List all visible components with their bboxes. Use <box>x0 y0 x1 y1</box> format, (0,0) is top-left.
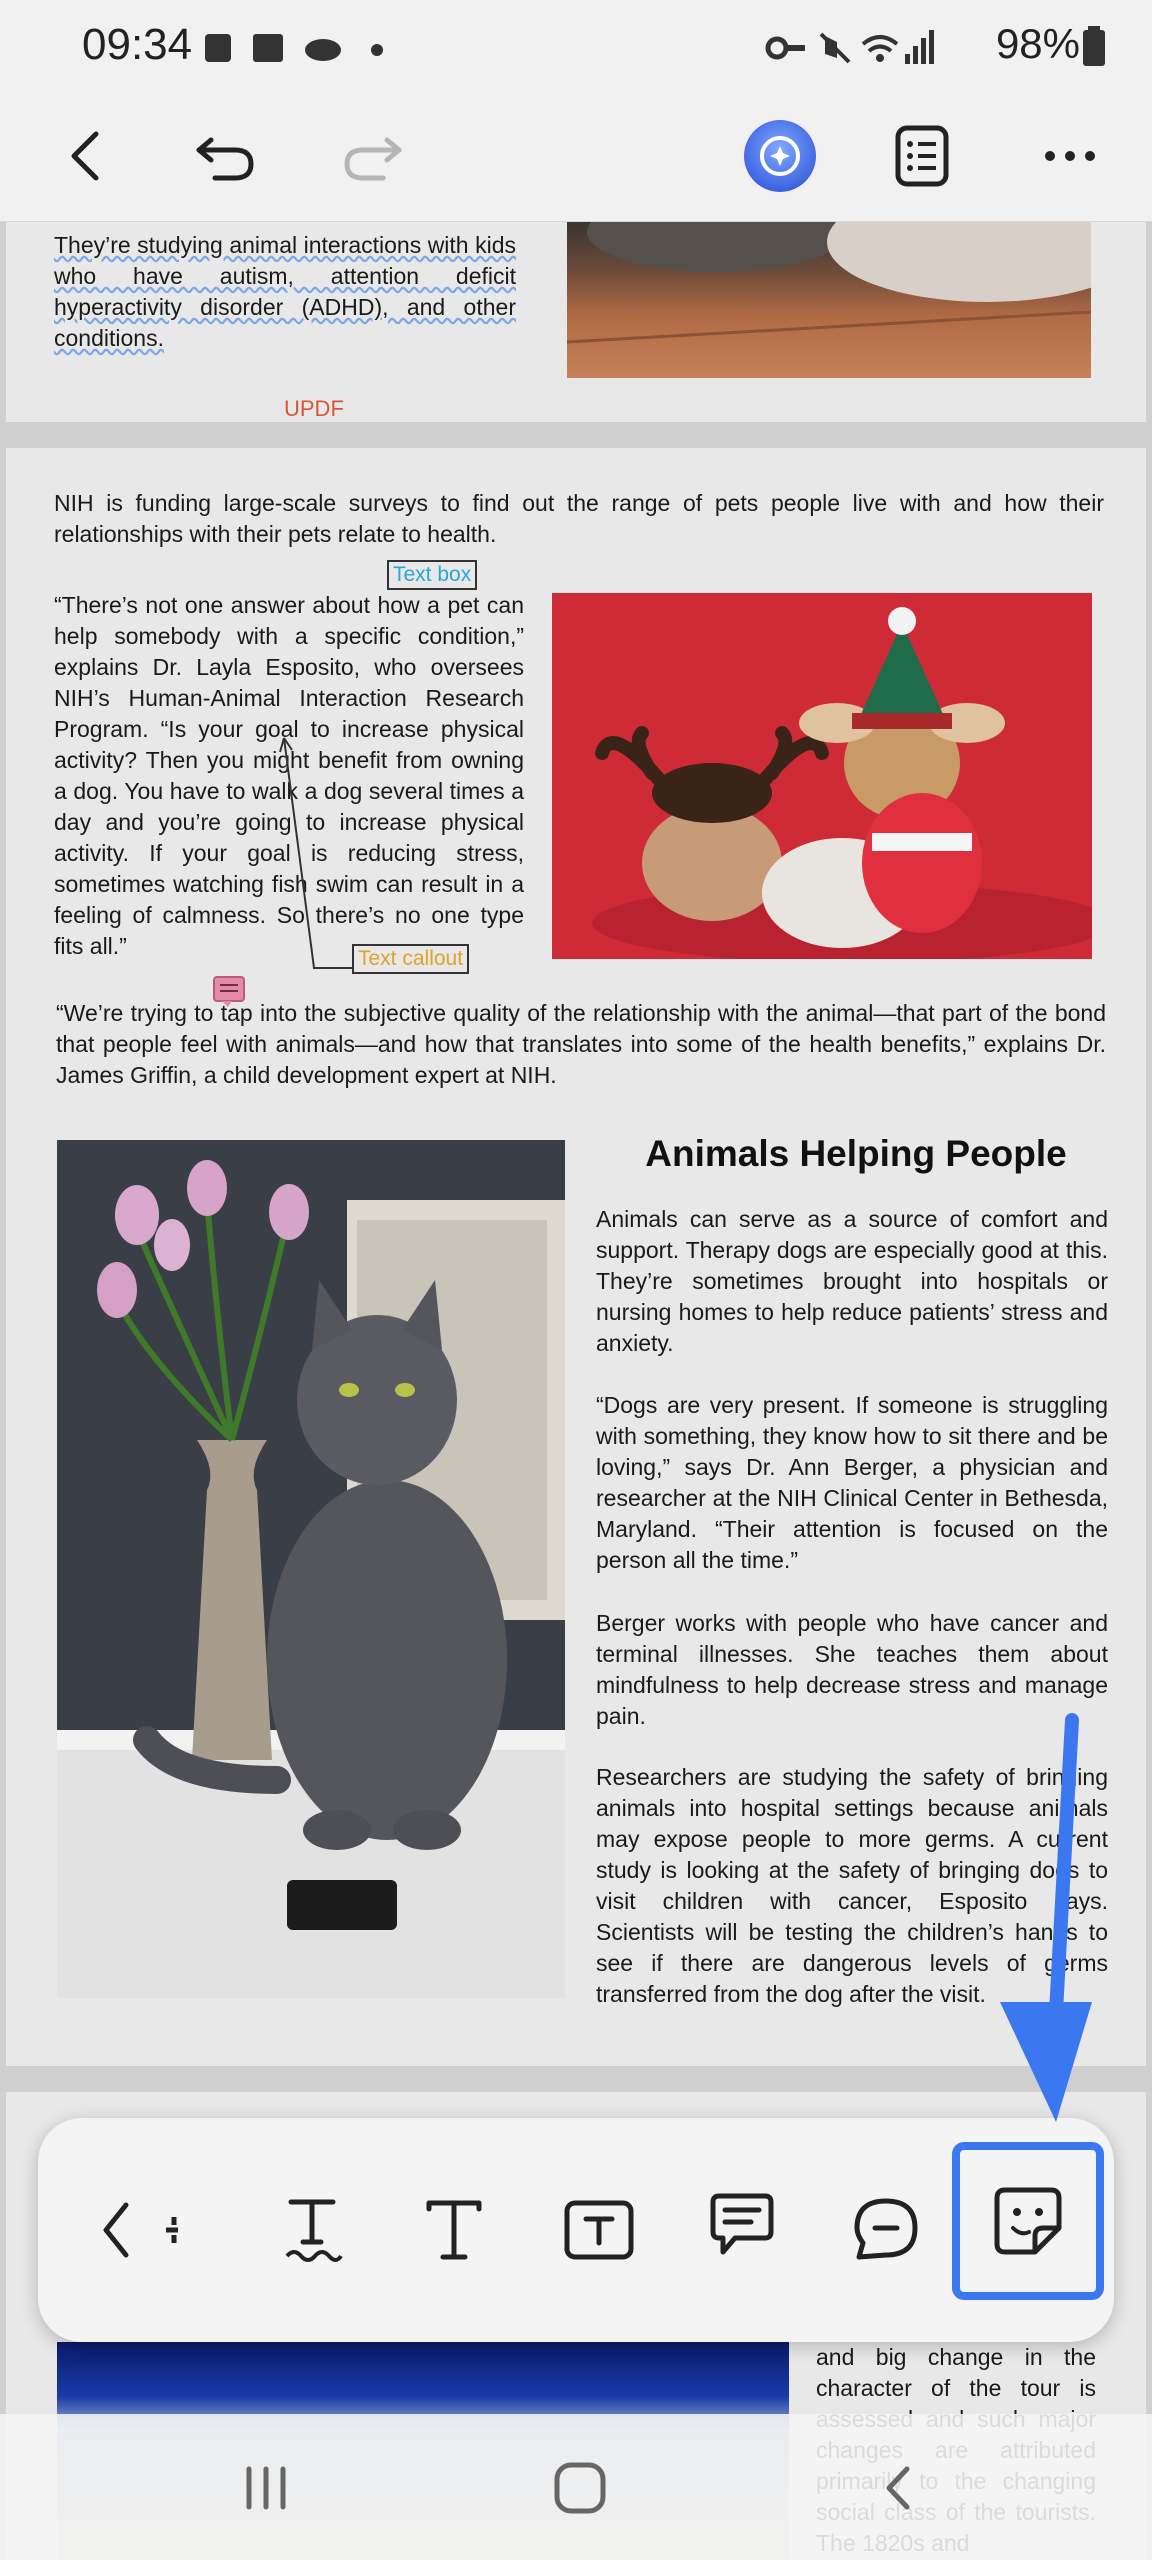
underline-wavy-tool[interactable] <box>256 2170 368 2290</box>
page1-paragraph[interactable]: They’re studying animal interactions with kids who have autism, attention deficit hyperactivity disorder (ADHD), and other conditions. <box>54 232 516 351</box>
berger-work-paragraph[interactable]: Berger works with people who have cancer and terminal illnesses. She teaches them about mindfulness to help decrease stress and manage pain. <box>596 1610 1108 1729</box>
comment-icon <box>849 2195 923 2265</box>
undo-button[interactable] <box>176 106 276 206</box>
annotation-toolbar <box>38 2118 1114 2342</box>
page3-paragraph[interactable]: and big change in the character of the tour is <box>816 2344 1096 2401</box>
text-icon <box>419 2195 489 2265</box>
battery-icon <box>1082 26 1106 66</box>
dogs-costume-photo <box>552 593 1092 959</box>
back-icon <box>56 126 116 186</box>
more-icon <box>1040 146 1100 166</box>
cat-on-floor-photo <box>567 222 1091 378</box>
nav-back-button[interactable] <box>860 2448 940 2528</box>
collapse-toolbar-button[interactable] <box>88 2170 198 2290</box>
battery-percent: 98% <box>995 20 1080 67</box>
pdf-page-2 <box>6 448 1146 2066</box>
top-toolbar <box>0 96 1152 222</box>
text-callout-annotation[interactable]: Text callout <box>352 944 469 974</box>
status-notification-icons <box>205 30 385 70</box>
home-icon <box>552 2460 608 2516</box>
textbox-icon <box>562 2195 636 2265</box>
recent-apps-button[interactable] <box>226 2448 306 2528</box>
griffin-paragraph[interactable]: “We’re trying to tap into the subjective quality of the relationship with the animal—that part of the bond that people feel with animals—and how that translates into some of the health benefits,” explains Dr. James Griffin, a child development expert at NIH. <box>56 1000 1106 1088</box>
callout-tool[interactable] <box>686 2170 798 2290</box>
sticker-icon <box>991 2184 1065 2258</box>
recent-apps-icon <box>241 2463 291 2513</box>
intro-paragraph[interactable]: NIH is funding large-scale surveys to find out the range of pets people live with and how their relationships with their pets relate to health. <box>54 490 1104 547</box>
back-button[interactable] <box>36 106 136 206</box>
tutorial-arrow-icon <box>990 1712 1100 2132</box>
collapse-icon <box>98 2195 188 2265</box>
pdf-page-1 <box>6 222 1146 422</box>
safety-study-paragraph[interactable]: Researchers are studying the safety of bringing animals into hospital settings because animals may expose people to more germs. A current study is looking at the safety of bringing dogs to visit children with cancer, Esposito says. Scientists will be testing the children’s hands to see if there are dangerous levels of germs transferred from the dog after the visit. <box>596 1764 1108 2007</box>
sticker-tool[interactable] <box>952 2142 1104 2300</box>
callout-leader-line <box>276 728 386 978</box>
text-box-annotation[interactable]: Text box <box>387 560 477 590</box>
berger-quote-paragraph[interactable]: “Dogs are very present. If someone is struggling with something, they know how to sit there and be loving,” says Dr. Ann Berger, a physician and researcher at the NIH Clinical Center in Bethesda, Maryland. “Their attention is focused on the person all the time.” <box>596 1392 1108 1573</box>
esposito-quote-paragraph[interactable]: “There’s not one answer about how a pet can help somebody with a specific condition,” explains Dr. Layla Esposito, who oversees NIH’s Human-Animal Interaction Research Program. “Is your goal to increase physical activity? Then you might benefit from owning a dog. You have to walk a dog several times a day and you’re going to increase physical activity. If your goal is reducing stress, sometimes watching fish swim can result in a feeling of calmness. So there’s no one type fits all.” <box>54 592 524 959</box>
underline-wavy-icon <box>277 2190 347 2270</box>
watermark-label: UPDF <box>284 396 344 421</box>
nav-back-icon <box>875 2463 925 2513</box>
ai-assistant-icon <box>740 116 820 196</box>
outline-button[interactable] <box>872 106 972 206</box>
comment-tool[interactable] <box>830 2170 942 2290</box>
callout-icon <box>705 2192 779 2268</box>
undo-icon <box>191 126 261 186</box>
section-heading: Animals Helping People <box>645 1133 1067 1174</box>
status-bar <box>0 0 1152 96</box>
system-nav-bar <box>0 2414 1152 2560</box>
status-time: 09:34 <box>82 20 193 69</box>
cat-with-tulips-photo <box>57 1140 565 1998</box>
redo-icon <box>337 126 407 186</box>
textbox-tool[interactable] <box>543 2170 655 2290</box>
ai-assistant-button[interactable] <box>730 106 830 206</box>
status-system-icons <box>765 28 935 68</box>
comfort-paragraph[interactable]: Animals can serve as a source of comfort and support. Therapy dogs are especially good at this. They’re sometimes brought into hospitals or nursing homes to help reduce patients’ stress and anxiety. <box>596 1206 1108 1356</box>
more-button[interactable] <box>1020 106 1120 206</box>
outline-icon <box>892 124 952 188</box>
home-button[interactable] <box>540 2448 620 2528</box>
text-tool[interactable] <box>398 2170 510 2290</box>
redo-button[interactable] <box>322 106 422 206</box>
